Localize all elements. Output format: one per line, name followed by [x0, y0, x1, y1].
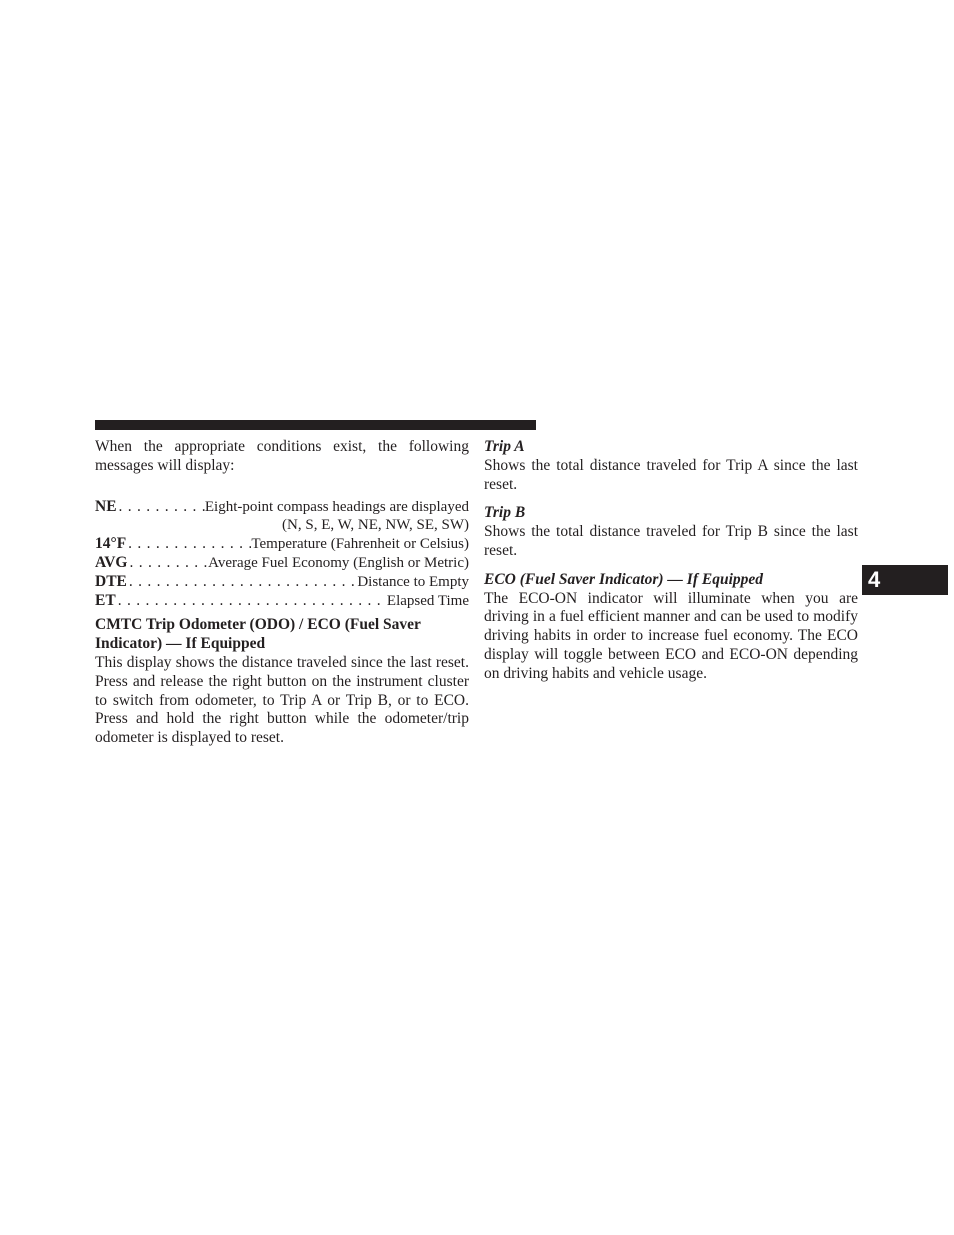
- message-item-ne: [95, 498, 469, 517]
- message-code: AVG: [95, 553, 128, 571]
- eco-heading: ECO (Fuel Saver Indicator) — If Equipped: [484, 570, 764, 588]
- message-code: NE: [95, 497, 117, 515]
- trip-b-body: Shows the total distance traveled for Trip B since the last reset.: [484, 523, 858, 559]
- chapter-number: 4: [868, 567, 881, 592]
- message-description: Temperature (Fahrenheit or Celsius): [251, 536, 469, 553]
- leader-dots: [127, 554, 208, 573]
- message-description: Distance to Empty: [357, 573, 469, 590]
- right-column: [484, 438, 858, 684]
- leader-dots: [116, 592, 387, 611]
- message-code: 14°F: [95, 535, 127, 553]
- message-continuation: (N, S, E, W, NE, NW, SE, SW): [282, 517, 469, 534]
- eco-body: The ECO-ON indicator will illuminate when you are driving in a fuel efficient manner and can be used to modify driving habits in order to increase fuel economy. The ECO display will toggle between ECO and ECO-ON depending on driving habits and vehicle usage.: [484, 589, 858, 682]
- message-item-dte: [95, 573, 469, 592]
- trip-b-heading: Trip B: [484, 504, 526, 522]
- leader-dots: [117, 498, 205, 517]
- message-description: Eight-point compass headings are displayed: [204, 498, 469, 515]
- intro-paragraph: When the appropriate conditions exist, the following messages will display:: [95, 438, 469, 474]
- message-item-avg: [95, 554, 469, 573]
- leader-dots: [126, 535, 251, 554]
- section-top-rule: [95, 420, 536, 430]
- message-code: ET: [95, 591, 116, 609]
- message-description: Elapsed Time: [386, 592, 469, 609]
- cmtc-heading: CMTC Trip Odometer (ODO) / ECO (Fuel Saver Indicator) — If Equipped: [95, 616, 421, 653]
- trip-a-body: Shows the total distance traveled for Trip A since the last reset.: [484, 456, 858, 493]
- message-description: Average Fuel Economy (English or Metric): [208, 554, 469, 571]
- cmtc-body: This display shows the distance traveled since the last reset. Press and release the right button on the instrument cluster to switch from odometer, to Trip A or Trip B, or to ECO. Press and hold the right button while the odometer/trip odometer is displayed to reset.: [95, 653, 469, 747]
- message-code: DTE: [95, 572, 127, 590]
- chapter-tab: [862, 565, 948, 595]
- message-list: [95, 498, 469, 611]
- leader-dots: [127, 573, 357, 592]
- message-item-temp: [95, 535, 469, 554]
- left-column: [95, 438, 469, 748]
- message-item-et: [95, 592, 469, 611]
- trip-a-heading: Trip A: [484, 438, 525, 455]
